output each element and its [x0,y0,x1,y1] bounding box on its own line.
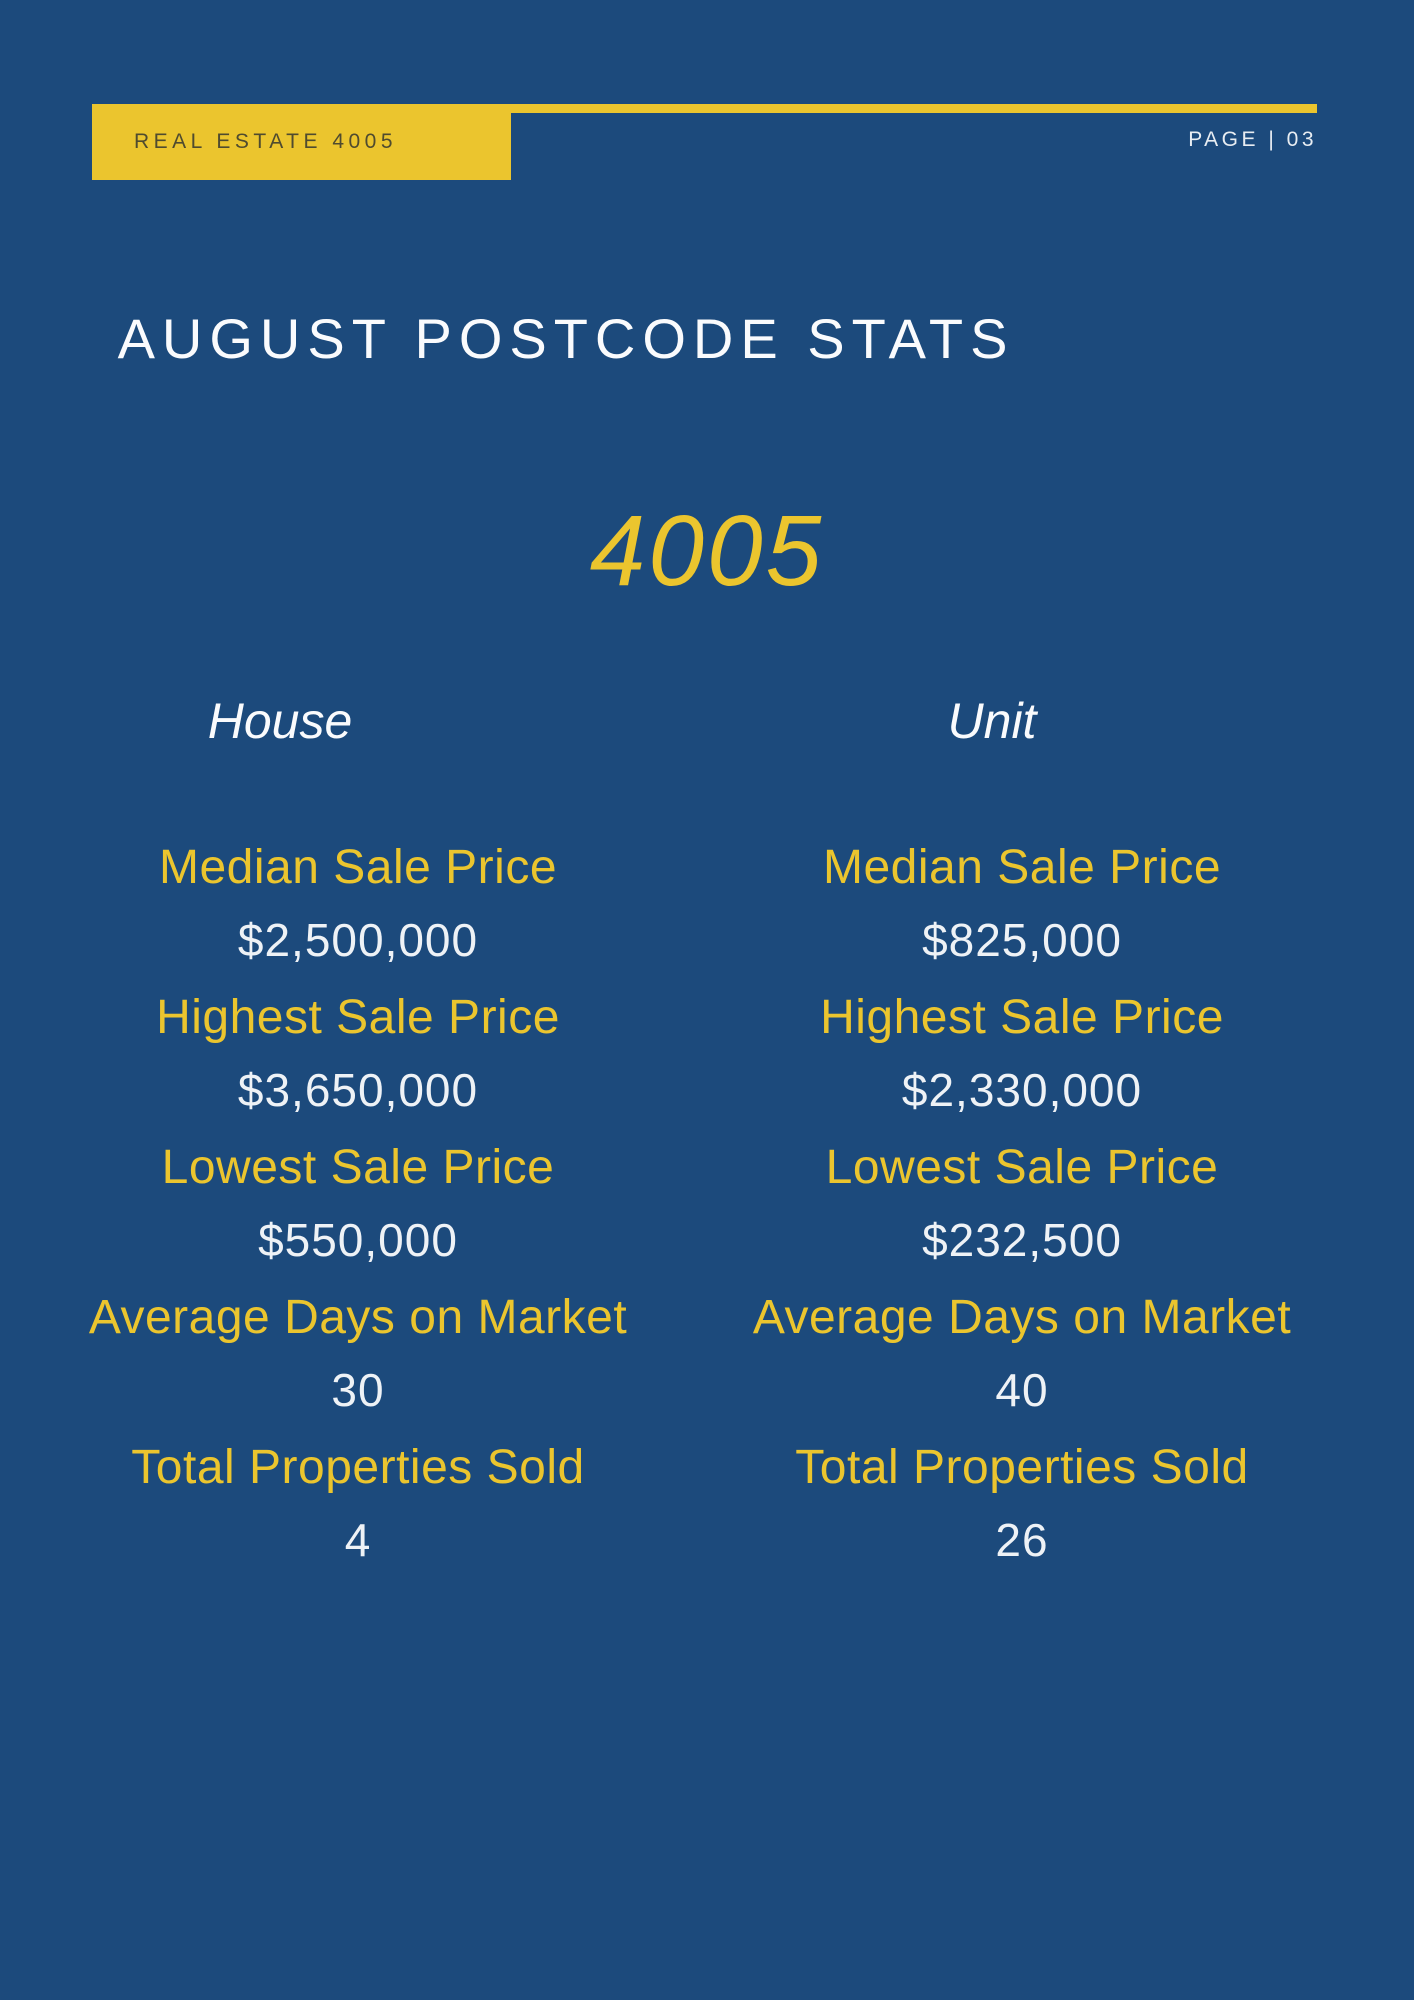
stats-columns [26,840,1354,1590]
stat-label-total-properties-sold: Total Properties Sold [131,1441,585,1494]
stat-value-total-properties-sold: 4 [344,1514,372,1566]
stat-label-average-days-on-market: Average Days on Market [88,1291,628,1344]
page-number: PAGE | 03 [1188,128,1317,151]
stat-value-lowest-sale-price: $550,000 [258,1214,458,1266]
column-header-unit: Unit [947,693,1037,749]
brand-badge-label: REAL ESTATE 4005 [134,130,398,153]
stat-value-median-sale-price: $2,500,000 [237,914,479,966]
stat-value-average-days-on-market: 30 [331,1364,385,1416]
stat-label-median-sale-price: Median Sale Price [822,841,1222,894]
page-title: AUGUST POSTCODE STATS [117,307,1015,370]
stat-value-lowest-sale-price: $232,500 [922,1214,1122,1266]
stat-label-lowest-sale-price: Lowest Sale Price [161,1141,555,1194]
stat-value-average-days-on-market: 40 [995,1364,1049,1416]
postcode-heading: 4005 [589,495,825,607]
brand-badge [92,104,511,180]
house-stats-column [26,840,690,1590]
stat-value-total-properties-sold: 26 [995,1514,1049,1566]
stat-label-highest-sale-price: Highest Sale Price [156,991,560,1044]
unit-stats-column [690,840,1354,1590]
stat-label-median-sale-price: Median Sale Price [158,841,558,894]
stat-value-median-sale-price: $825,000 [922,914,1122,966]
stat-value-highest-sale-price: $3,650,000 [237,1064,479,1116]
stat-label-average-days-on-market: Average Days on Market [752,1291,1292,1344]
stat-label-total-properties-sold: Total Properties Sold [795,1441,1249,1494]
stat-value-highest-sale-price: $2,330,000 [901,1064,1143,1116]
stat-label-lowest-sale-price: Lowest Sale Price [825,1141,1219,1194]
stat-label-highest-sale-price: Highest Sale Price [820,991,1224,1044]
column-header-house: House [207,693,353,749]
